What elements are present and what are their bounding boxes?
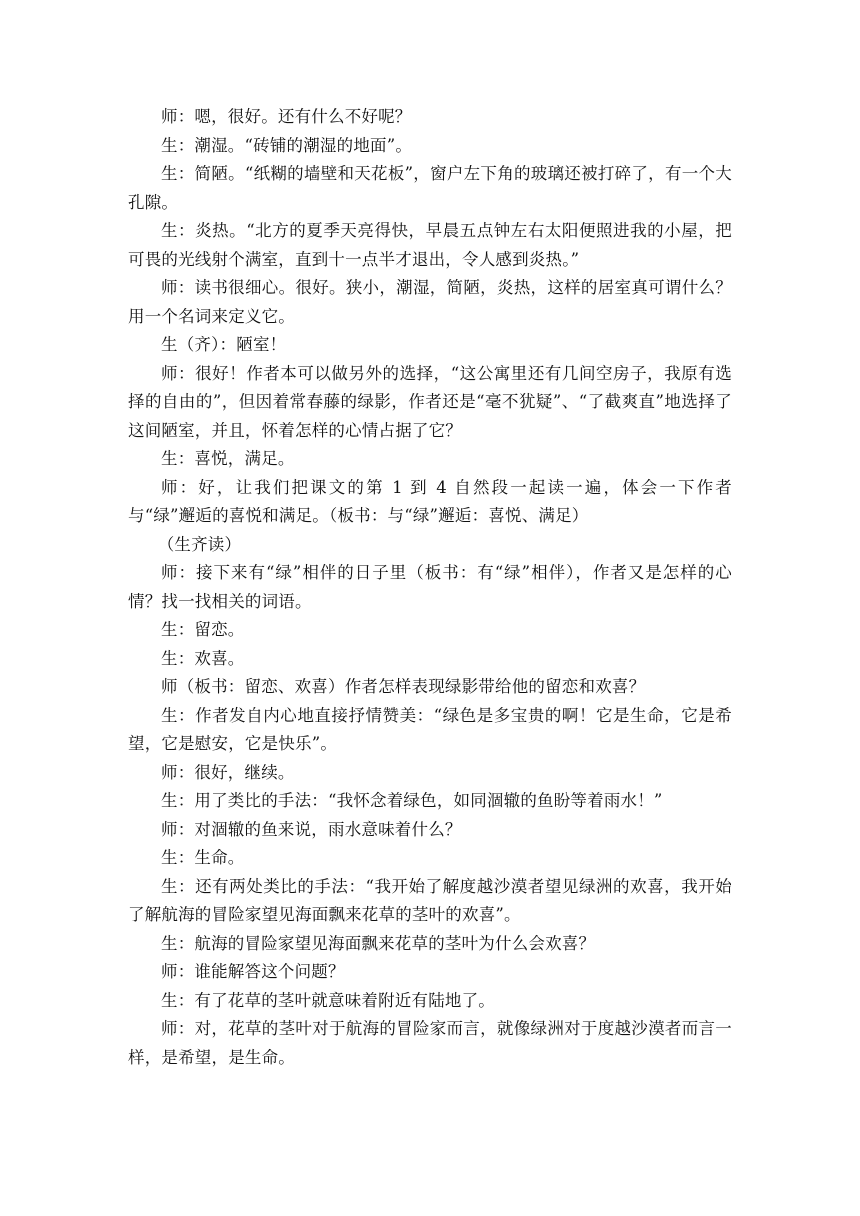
paragraph: 生：欢喜。 [161,648,245,668]
paragraph: 师：好，让我们把课文的第 1 到 4 自然段一起读一遍，体会一下作者与“绿”邂逅的喜悦和满足。（板书：与“绿”邂逅：喜悦、满足） [128,477,732,525]
paragraph: 师：对涸辙的鱼来说，雨水意味着什么？ [161,819,462,839]
paragraph: 师：很好！作者本可以做另外的选择，“这公寓里还有几间空房子，我原有选择的自由的”，但因着常春藤的绿影，作者还是“毫不犹疑”、“了截爽直”地选择了这间陋室，并且，怀着怎样的心情占据了它？ [128,363,732,440]
paragraph: 生：航海的冒险家望见海面飘来花草的茎叶为什么会欢喜？ [161,933,596,953]
paragraph: 生：用了类比的手法：“我怀念着绿色，如同涸辙的鱼盼等着雨水！” [161,791,663,810]
paragraph: 生（齐）：陋室！ [161,335,287,354]
paragraph: 生：生命。 [161,848,245,867]
paragraph: 生：作者发自内心地直接抒情赞美：“绿色是多宝贵的啊！它是生命，它是希望，它是慰安，它是快乐”。 [128,705,732,753]
paragraph: 师：接下来有“绿”相伴的日子里（板书：有“绿”相伴），作者又是怎样的心情？找一找相关的词语。 [128,563,732,611]
paragraph: 生：有了花草的茎叶就意味着附近有陆地了。 [161,990,495,1010]
paragraph: 师（板书：留恋、欢喜）作者怎样表现绿影带给他的留恋和欢喜？ [161,677,646,696]
paragraph: 生：简陋。“纸糊的墙壁和天花板”，窗户左下角的玻璃还被打碎了，有一个大孔隙。 [128,164,732,212]
paragraph: 生：炎热。“北方的夏季天亮得快，早晨五点钟左右太阳便照进我的小屋，把可畏的光线射个满室，直到十一点半才退出，令人感到炎热。” [128,221,732,269]
paragraph: 师：读书很细心。很好。狭小，潮湿，简陋，炎热，这样的居室真可谓什么？用一个名词来定义它。 [128,278,732,326]
paragraph: 师：很好，继续。 [161,762,295,782]
paragraph: 师：对，花草的茎叶对于航海的冒险家而言，就像绿洲对于度越沙漠者而言一样，是希望，是生命。 [128,1019,732,1067]
paragraph: 师：谁能解答这个问题？ [161,962,345,981]
paragraph: 生：还有两处类比的手法：“我开始了解度越沙漠者望见绿洲的欢喜，我开始了解航海的冒险家望见海面飘来花草的茎叶的欢喜”。 [128,876,732,924]
paragraph: 生：留恋。 [161,620,245,639]
document-body [128,103,732,1072]
paragraph: 生：喜悦，满足。 [161,449,295,468]
paragraph: 生：潮湿。“砖铺的潮湿的地面”。 [161,135,413,155]
paragraph: 师：嗯，很好。还有什么不好呢？ [161,107,412,126]
paragraph: （生齐读） [157,534,242,554]
